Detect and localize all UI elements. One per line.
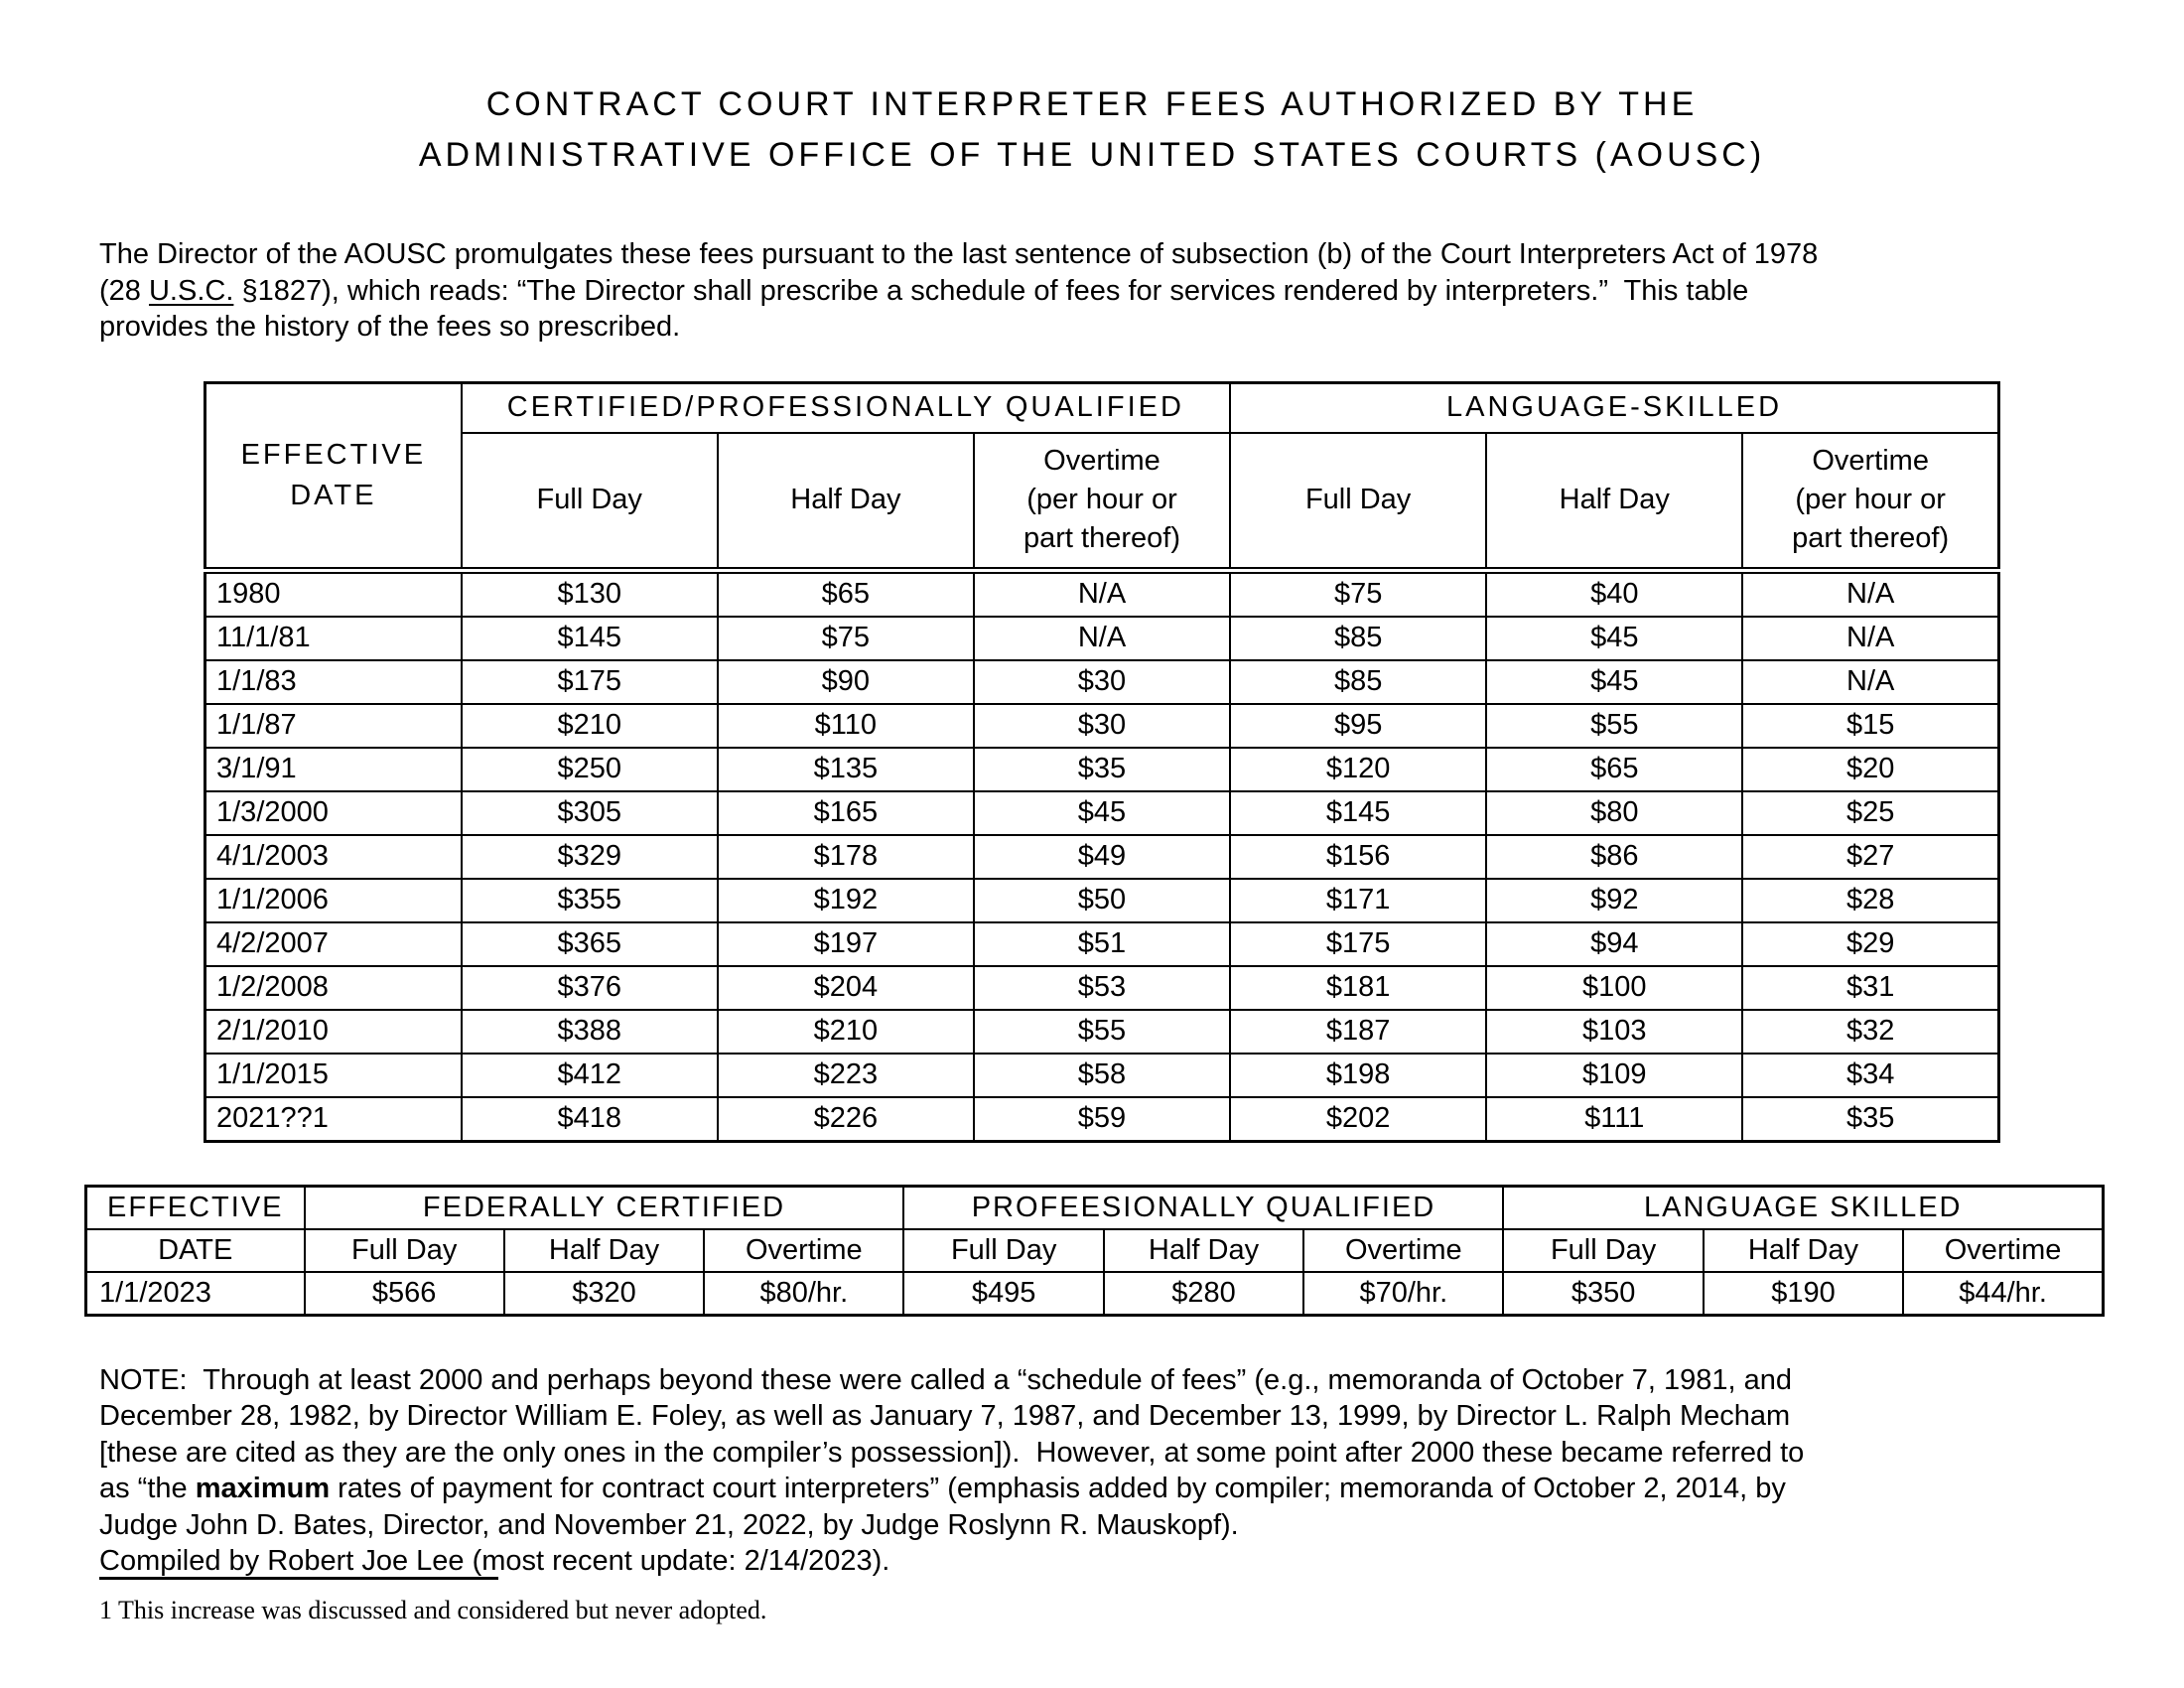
- fee-cell: $175: [1230, 922, 1486, 966]
- fee-cell: $65: [718, 570, 974, 617]
- fee-cell: $90: [718, 660, 974, 704]
- fee-cell: $130: [462, 570, 718, 617]
- note-line-4-end: rates of payment for contract court interpreters” (emphasis added by compiler; memoranda of October 2, 2014, by: [330, 1473, 1786, 1505]
- fee-cell: $15: [1742, 704, 1998, 748]
- effective-header: EFFECTIVE: [86, 1186, 305, 1229]
- fee-cell: $365: [462, 922, 718, 966]
- fc-overtime-header: Overtime: [704, 1229, 903, 1272]
- fee-cell: $40: [1486, 570, 1742, 617]
- fee-cell: $198: [1230, 1054, 1486, 1097]
- fee-cell: $45: [974, 791, 1230, 835]
- intro-paragraph: [99, 236, 2184, 346]
- title-line-2: ADMINISTRATIVE OFFICE OF THE UNITED STATES COURTS (AOUSC): [418, 136, 1766, 174]
- table-row: [205, 748, 1999, 791]
- fee-cell: $250: [462, 748, 718, 791]
- pq-full-day-header: Full Day: [903, 1229, 1103, 1272]
- fee-cell: $110: [718, 704, 974, 748]
- effective-date-cell: 1/1/2015: [205, 1054, 462, 1097]
- fc-full-day-header: Full Day: [305, 1229, 504, 1272]
- fee-cell: $94: [1486, 922, 1742, 966]
- ls-overtime-header: [1742, 433, 1998, 571]
- fee-cell: $45: [1486, 617, 1742, 660]
- fee-cell: $223: [718, 1054, 974, 1097]
- fee-cell: $165: [718, 791, 974, 835]
- page-title: [0, 0, 2184, 181]
- effective-date-cell: 1980: [205, 570, 462, 617]
- note-line-1: NOTE: Through at least 2000 and perhaps beyond these were called a “schedule of fees” (e.g., memoranda of October 7, 1981, and: [99, 1363, 1793, 1396]
- fee-cell: $85: [1230, 617, 1486, 660]
- fee-cell: $51: [974, 922, 1230, 966]
- fee-cell: $171: [1230, 879, 1486, 922]
- ls-full-day-header: Full Day: [1503, 1229, 1703, 1272]
- intro-line-1: The Director of the AOUSC promulgates these fees pursuant to the last sentence of subsection (b) of the Court Interpreters Act of 1978: [99, 238, 1819, 270]
- table-row: [205, 660, 1999, 704]
- fee-cell: $156: [1230, 835, 1486, 879]
- fee-cell: $197: [718, 922, 974, 966]
- fee-cell: $320: [504, 1272, 704, 1316]
- ls-half-day-header: Half Day: [1486, 433, 1742, 571]
- fee-cell: $80: [1486, 791, 1742, 835]
- table-row: [205, 879, 1999, 922]
- fee-cell: $175: [462, 660, 718, 704]
- fee-history-table: [204, 381, 2000, 1143]
- cpq-half-day-header: Half Day: [718, 433, 974, 571]
- fee-cell: $418: [462, 1097, 718, 1142]
- fee-cell: $28: [1742, 879, 1998, 922]
- table-row: [205, 791, 1999, 835]
- fee-cell: $27: [1742, 835, 1998, 879]
- fee-cell: $187: [1230, 1010, 1486, 1054]
- usc-underlined-citation: U.S.C.: [148, 274, 234, 307]
- fee-cell: $45: [1486, 660, 1742, 704]
- fee-cell: $192: [718, 879, 974, 922]
- effective-date-cell: 1/1/87: [205, 704, 462, 748]
- fee-cell: $55: [974, 1010, 1230, 1054]
- ls-overtime-header: Overtime: [1903, 1229, 2103, 1272]
- effective-date-header: [205, 382, 462, 570]
- fee-cell: $92: [1486, 879, 1742, 922]
- fee-cell: $210: [718, 1010, 974, 1054]
- fee-cell: $202: [1230, 1097, 1486, 1142]
- fee-cell: $95: [1230, 704, 1486, 748]
- fee-cell: $145: [1230, 791, 1486, 835]
- pq-overtime-header: Overtime: [1303, 1229, 1503, 1272]
- fee-cell: $49: [974, 835, 1230, 879]
- fee-cell: $70/hr.: [1303, 1272, 1503, 1316]
- overtime-header-line-3: part thereof): [1792, 522, 1950, 555]
- fee-cell: $109: [1486, 1054, 1742, 1097]
- table-row: [205, 966, 1999, 1010]
- table-row: [205, 922, 1999, 966]
- footnote-divider: [99, 1577, 498, 1580]
- note-line-3: [these are cited as they are the only ones in the compiler’s possession]). However, at some point after 2000 these became referred to: [99, 1436, 1805, 1469]
- fee-cell: $65: [1486, 748, 1742, 791]
- fee-cell: $53: [974, 966, 1230, 1010]
- fee-cell: $305: [462, 791, 718, 835]
- group-header-certified-professionally-qualified: CERTIFIED/PROFESSIONALLY QUALIFIED: [462, 382, 1230, 433]
- effective-date-cell: 1/3/2000: [205, 791, 462, 835]
- intro-line-3: provides the history of the fees so prescribed.: [99, 311, 681, 344]
- fee-cell: $350: [1503, 1272, 1703, 1316]
- table-row: [205, 617, 1999, 660]
- sub-header-row: [86, 1229, 2104, 1272]
- ls-half-day-header: Half Day: [1704, 1229, 1903, 1272]
- group-header-language-skilled: LANGUAGE-SKILLED: [1230, 382, 1998, 433]
- fee-cell: $80/hr.: [704, 1272, 903, 1316]
- fee-cell: $75: [1230, 570, 1486, 617]
- fee-cell: $135: [718, 748, 974, 791]
- overtime-header-line-1: Overtime: [1812, 444, 1929, 477]
- effective-date-cell: 11/1/81: [205, 617, 462, 660]
- overtime-header-line-2: (per hour or: [1795, 484, 1946, 516]
- fee-cell: $75: [718, 617, 974, 660]
- effective-date-cell: 1/2/2008: [205, 966, 462, 1010]
- fee-cell: $44/hr.: [1903, 1272, 2103, 1316]
- effective-date-cell: 4/2/2007: [205, 922, 462, 966]
- fee-cell: N/A: [974, 570, 1230, 617]
- group-header-professionally-qualified: PROFEESIONALLY QUALIFIED: [903, 1186, 1503, 1229]
- fee-cell: N/A: [1742, 660, 1998, 704]
- effective-date-cell: 3/1/91: [205, 748, 462, 791]
- fee-cell: $25: [1742, 791, 1998, 835]
- note-line-4-start: as “the: [99, 1473, 196, 1505]
- table-row: [205, 1054, 1999, 1097]
- fee-cell: $35: [1742, 1097, 1998, 1142]
- effective-date-cell: 2021??1: [205, 1097, 462, 1142]
- overtime-header-line-3: part thereof): [1024, 522, 1180, 555]
- title-line-1: CONTRACT COURT INTERPRETER FEES AUTHORIZED BY THE: [485, 85, 1699, 123]
- effective-date-header-line-1: EFFECTIVE: [240, 439, 427, 471]
- fee-cell: $376: [462, 966, 718, 1010]
- group-header-row: [86, 1186, 2104, 1229]
- fee-cell: $210: [462, 704, 718, 748]
- ls-full-day-header: Full Day: [1230, 433, 1486, 571]
- fee-cell: $145: [462, 617, 718, 660]
- fc-half-day-header: Half Day: [504, 1229, 704, 1272]
- fee-cell: N/A: [974, 617, 1230, 660]
- table-row: [205, 1010, 1999, 1054]
- fees-2023-table-body: [86, 1186, 2104, 1315]
- fee-cell: $178: [718, 835, 974, 879]
- fee-cell: $30: [974, 704, 1230, 748]
- fee-cell: $120: [1230, 748, 1486, 791]
- fee-cell: N/A: [1742, 570, 1998, 617]
- maximum-emphasis: maximum: [195, 1473, 331, 1505]
- fee-cell: $204: [718, 966, 974, 1010]
- fee-cell: $55: [1486, 704, 1742, 748]
- intro-line-2-start: (28: [99, 274, 149, 307]
- fee-cell: $566: [305, 1272, 504, 1316]
- effective-date-cell: 2/1/2010: [205, 1010, 462, 1054]
- table-row: [205, 835, 1999, 879]
- group-header-row: [205, 382, 1999, 433]
- effective-date-header-line-2: DATE: [290, 479, 377, 511]
- fee-history-table-body: [205, 570, 1999, 1141]
- table-row: [205, 570, 1999, 617]
- fee-cell: $35: [974, 748, 1230, 791]
- effective-date-cell: 1/1/83: [205, 660, 462, 704]
- effective-date-cell: 4/1/2003: [205, 835, 462, 879]
- fee-cell: $495: [903, 1272, 1103, 1316]
- fee-cell: $59: [974, 1097, 1230, 1142]
- fee-cell: $30: [974, 660, 1230, 704]
- fee-cell: $355: [462, 879, 718, 922]
- compiled-by-line: Compiled by Robert Joe Lee (most recent update: 2/14/2023).: [99, 1545, 890, 1578]
- fee-cell: $34: [1742, 1054, 1998, 1097]
- footnote-text: 1 This increase was discussed and considered but never adopted.: [99, 1596, 767, 1624]
- fee-cell: $85: [1230, 660, 1486, 704]
- cpq-overtime-header: [974, 433, 1230, 571]
- group-header-language-skilled: LANGUAGE SKILLED: [1503, 1186, 2103, 1229]
- fee-cell: $329: [462, 835, 718, 879]
- overtime-header-line-1: Overtime: [1043, 444, 1160, 477]
- effective-date-cell: 1/1/2023: [86, 1272, 305, 1316]
- note-line-4: [99, 1471, 2184, 1507]
- fee-history-table-header: [205, 382, 1999, 570]
- fee-cell: $31: [1742, 966, 1998, 1010]
- fee-cell: $29: [1742, 922, 1998, 966]
- fee-cell: $226: [718, 1097, 974, 1142]
- note-line-5: Judge John D. Bates, Director, and November 21, 2022, by Judge Roslynn R. Mauskopf).: [99, 1508, 1239, 1541]
- table-row: [205, 704, 1999, 748]
- table-row: [86, 1272, 2104, 1316]
- fees-2023-table: [84, 1185, 2105, 1317]
- footnote: [99, 1577, 766, 1625]
- fee-cell: $412: [462, 1054, 718, 1097]
- cpq-full-day-header: Full Day: [462, 433, 718, 571]
- fee-cell: $103: [1486, 1010, 1742, 1054]
- group-header-federally-certified: FEDERALLY CERTIFIED: [305, 1186, 904, 1229]
- table-row: [205, 1097, 1999, 1142]
- date-header: DATE: [86, 1229, 305, 1272]
- intro-line-2-end: §1827), which reads: “The Director shall prescribe a schedule of fees for services rendered by interpreters.” This table: [233, 274, 1749, 307]
- fee-cell: $388: [462, 1010, 718, 1054]
- fee-cell: $100: [1486, 966, 1742, 1010]
- fee-cell: $20: [1742, 748, 1998, 791]
- fee-cell: $50: [974, 879, 1230, 922]
- fee-cell: $58: [974, 1054, 1230, 1097]
- fee-cell: $280: [1104, 1272, 1303, 1316]
- fee-cell: $181: [1230, 966, 1486, 1010]
- note-paragraph: [99, 1362, 2184, 1580]
- fee-cell: $32: [1742, 1010, 1998, 1054]
- fee-cell: N/A: [1742, 617, 1998, 660]
- fee-cell: $86: [1486, 835, 1742, 879]
- sub-header-row: [205, 433, 1999, 571]
- intro-line-2: [99, 273, 2184, 310]
- overtime-header-line-2: (per hour or: [1026, 484, 1177, 516]
- note-line-2: December 28, 1982, by Director William E. Foley, as well as January 7, 1987, and December 13, 1999, by Director L. Ralph Mecham: [99, 1400, 1791, 1433]
- effective-date-cell: 1/1/2006: [205, 879, 462, 922]
- pq-half-day-header: Half Day: [1104, 1229, 1303, 1272]
- fee-cell: $111: [1486, 1097, 1742, 1142]
- fee-cell: $190: [1704, 1272, 1903, 1316]
